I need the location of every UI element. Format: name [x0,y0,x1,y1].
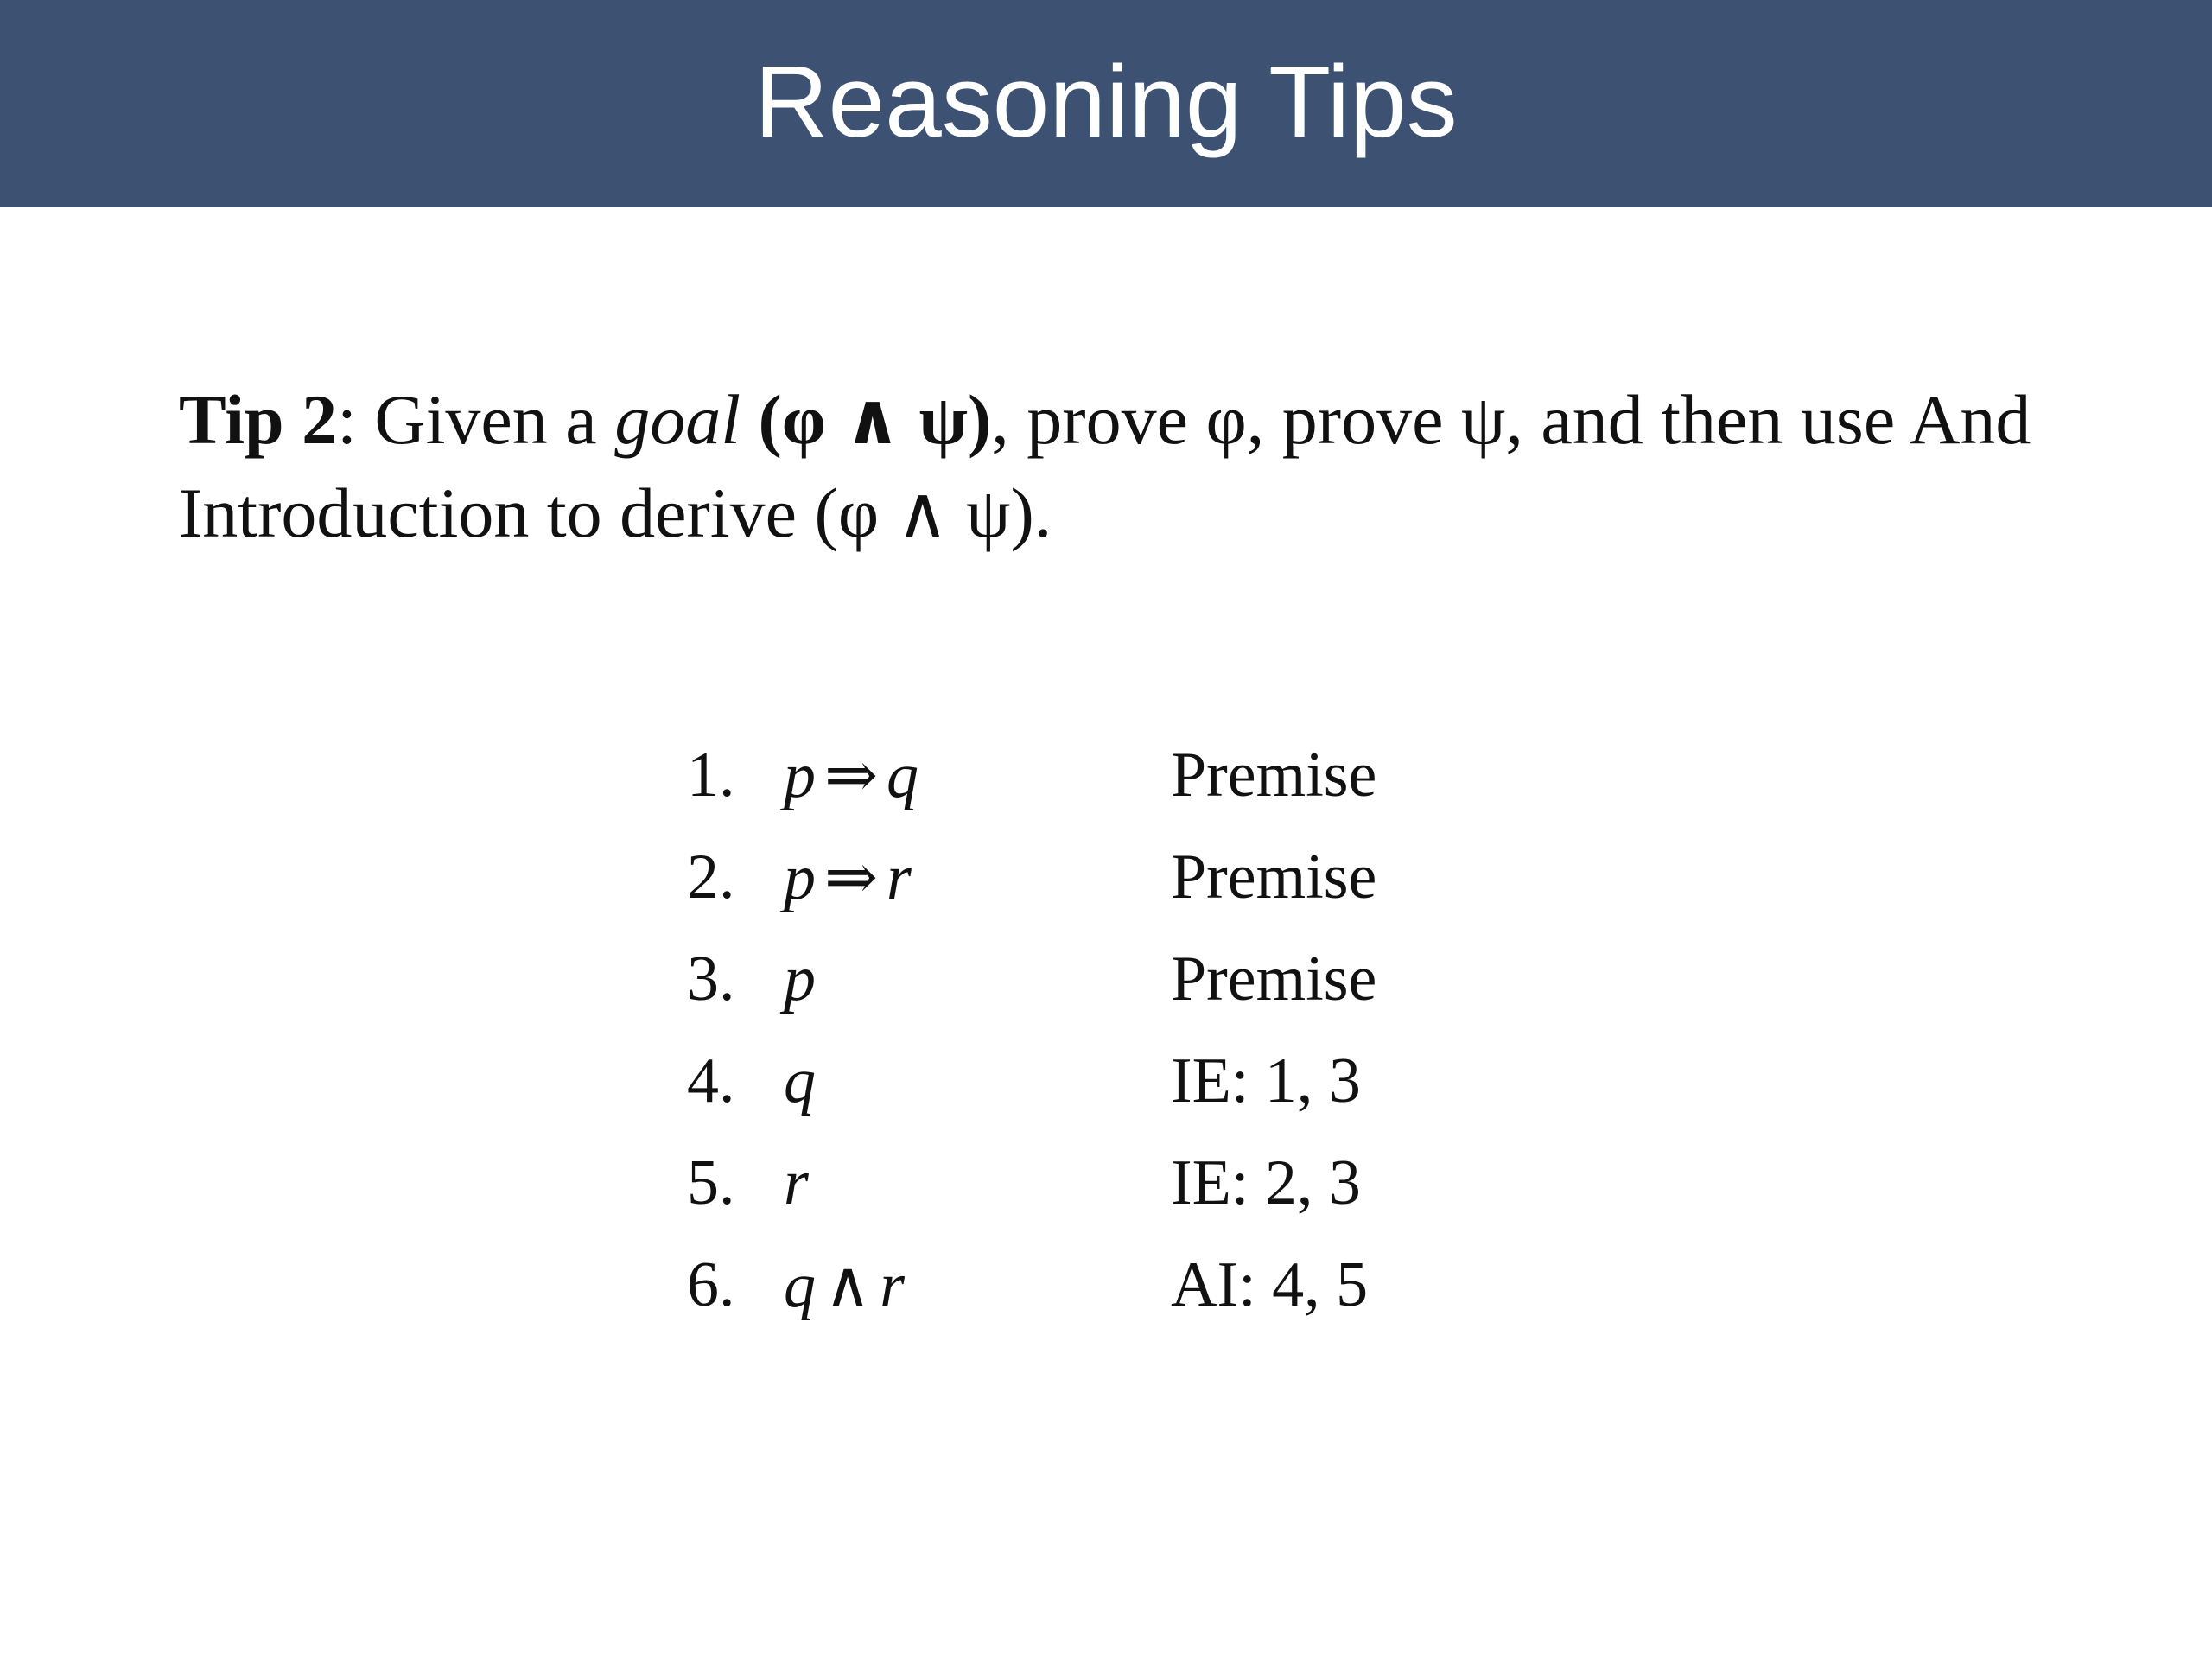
proof-formula [784,1248,1171,1323]
formula-operator: ∧ [824,1249,872,1321]
formula-left: q [784,1045,816,1116]
formula-left: p [784,842,816,913]
proof-formula [784,840,1171,915]
proof-justification: Premise [1171,943,1377,1014]
proof-row [687,724,1376,826]
formula-operator: ⇒ [824,842,879,913]
proof-formula [784,738,1171,813]
proof-line-number: 3. [687,943,735,1014]
tip-label: Tip 2 [179,380,338,459]
proof-row [687,1030,1376,1132]
proof-justification: IE: 2, 3 [1171,1147,1361,1218]
formula-left: r [784,1147,809,1218]
proof-justification: Premise [1171,841,1377,912]
proof-row [687,826,1376,928]
proof-row [687,1132,1376,1234]
proof-table [687,724,1376,1336]
formula-operator [816,944,833,1014]
proof-line-number: 5. [687,1147,735,1218]
title-bar [0,0,2212,207]
tip-text-1: : Given a [337,380,615,459]
formula-operator [809,1147,826,1218]
proof-line-number: 1. [687,739,735,810]
formula-right: q [887,740,919,811]
tip-text-2: , prove φ, prove ψ, and then use And Introduction to derive (φ ∧ ψ). [179,380,2031,552]
proof-justification: AI: 4, 5 [1171,1249,1369,1320]
formula-right: r [887,842,912,913]
tip-goal-formula: (φ ∧ ψ) [740,380,992,459]
proof-line-number: 4. [687,1045,735,1116]
slide-title: Reasoning Tips [754,45,1458,159]
proof-line-number: 6. [687,1249,735,1320]
tip-paragraph [179,373,2063,560]
proof-line-number: 2. [687,841,735,912]
tip-goal-word: goal [614,380,741,459]
proof-formula [784,1045,1171,1118]
formula-left: q [784,1249,816,1321]
formula-operator: ⇒ [824,740,879,811]
formula-left: p [784,740,816,811]
formula-right: r [880,1249,905,1321]
proof-row [687,928,1376,1030]
formula-left: p [784,943,816,1014]
formula-operator [816,1046,833,1116]
proof-formula [784,1147,1171,1220]
proof-formula [784,943,1171,1016]
proof-justification: Premise [1171,739,1377,810]
proof-justification: IE: 1, 3 [1171,1045,1361,1116]
proof-row [687,1234,1376,1336]
